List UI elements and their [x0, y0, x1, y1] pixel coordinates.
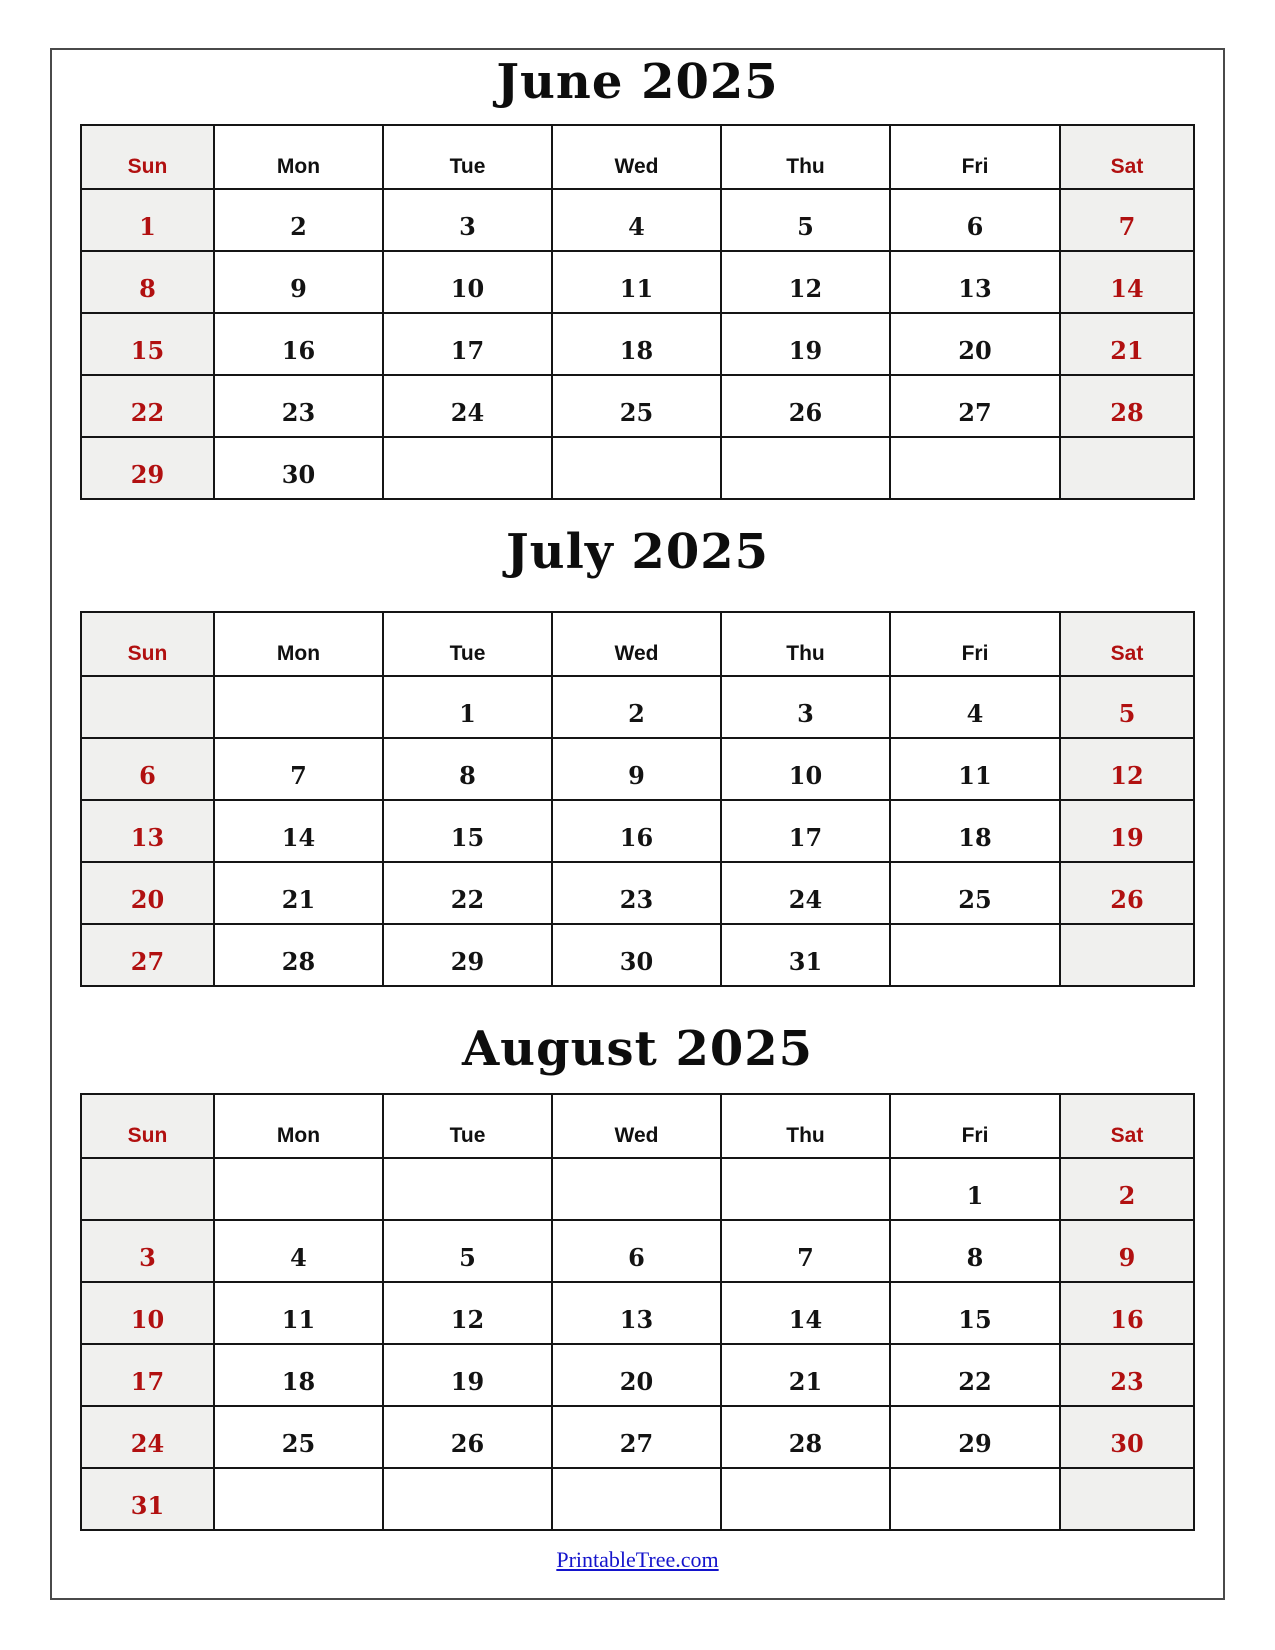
week-row [81, 862, 1194, 924]
day-cell: 31 [721, 924, 890, 986]
day-cell: 29 [890, 1406, 1060, 1468]
weekday-header-tue: Tue [383, 612, 552, 676]
day-cell: 12 [383, 1282, 552, 1344]
weekday-header-row [81, 612, 1194, 676]
day-cell: 3 [721, 676, 890, 738]
day-cell: 21 [721, 1344, 890, 1406]
day-cell: 22 [383, 862, 552, 924]
day-cell: 9 [552, 738, 721, 800]
day-cell [1060, 437, 1194, 499]
day-cell [721, 437, 890, 499]
day-cell: 3 [81, 1220, 214, 1282]
day-cell: 11 [890, 738, 1060, 800]
day-cell: 25 [890, 862, 1060, 924]
weekday-header-row [81, 125, 1194, 189]
day-cell [383, 437, 552, 499]
weekday-header-thu: Thu [721, 612, 890, 676]
day-cell: 11 [214, 1282, 383, 1344]
day-cell: 15 [890, 1282, 1060, 1344]
day-cell: 18 [214, 1344, 383, 1406]
day-cell: 15 [81, 313, 214, 375]
footer [52, 1547, 1223, 1573]
weekday-header-sat: Sat [1060, 125, 1194, 189]
day-cell [721, 1468, 890, 1530]
weekday-header-row [81, 125, 1194, 189]
day-cell: 18 [552, 313, 721, 375]
weekday-header-wed: Wed [552, 125, 721, 189]
day-cell: 22 [890, 1344, 1060, 1406]
day-cell: 24 [383, 375, 552, 437]
day-cell: 12 [1060, 738, 1194, 800]
day-cell: 10 [721, 738, 890, 800]
day-cell: 16 [1060, 1282, 1194, 1344]
week-row [81, 375, 1194, 437]
weekday-header-mon: Mon [214, 612, 383, 676]
month-section-august [52, 1020, 1223, 1532]
day-cell: 26 [721, 375, 890, 437]
day-cell [383, 1468, 552, 1530]
calendar-table-august [80, 1093, 1195, 1531]
day-cell [721, 1158, 890, 1220]
day-cell: 14 [1060, 251, 1194, 313]
day-cell: 29 [383, 924, 552, 986]
weekday-header-tue: Tue [383, 1094, 552, 1158]
weekday-header-row [81, 1094, 1194, 1158]
day-cell [81, 1158, 214, 1220]
day-cell: 23 [1060, 1344, 1194, 1406]
week-row [81, 1220, 1194, 1282]
day-cell [1060, 924, 1194, 986]
day-cell: 10 [383, 251, 552, 313]
day-cell: 27 [81, 924, 214, 986]
day-cell: 28 [721, 1406, 890, 1468]
month-section-july [52, 523, 1223, 987]
day-cell: 26 [1060, 862, 1194, 924]
weekday-header-thu: Thu [721, 1094, 890, 1158]
day-cell: 17 [721, 800, 890, 862]
week-row [81, 437, 1194, 499]
day-cell: 8 [81, 251, 214, 313]
day-cell: 28 [214, 924, 383, 986]
day-cell: 13 [890, 251, 1060, 313]
week-row [81, 1468, 1194, 1530]
calendar-body [81, 1158, 1194, 1530]
day-cell [552, 1468, 721, 1530]
day-cell: 20 [552, 1344, 721, 1406]
day-cell: 2 [552, 676, 721, 738]
day-cell [890, 924, 1060, 986]
day-cell: 29 [81, 437, 214, 499]
weekday-header-sun: Sun [81, 612, 214, 676]
day-cell: 6 [81, 738, 214, 800]
week-row [81, 800, 1194, 862]
day-cell: 13 [552, 1282, 721, 1344]
day-cell [890, 1468, 1060, 1530]
day-cell: 14 [721, 1282, 890, 1344]
day-cell: 28 [1060, 375, 1194, 437]
day-cell: 9 [214, 251, 383, 313]
day-cell: 3 [383, 189, 552, 251]
day-cell: 14 [214, 800, 383, 862]
footer-link[interactable]: PrintableTree.com [556, 1547, 719, 1573]
day-cell [214, 1158, 383, 1220]
week-row [81, 924, 1194, 986]
day-cell [214, 676, 383, 738]
weekday-header-mon: Mon [214, 1094, 383, 1158]
day-cell: 25 [552, 375, 721, 437]
day-cell: 19 [1060, 800, 1194, 862]
day-cell: 19 [721, 313, 890, 375]
day-cell: 2 [1060, 1158, 1194, 1220]
weekday-header-sat: Sat [1060, 612, 1194, 676]
day-cell [1060, 1468, 1194, 1530]
day-cell: 21 [214, 862, 383, 924]
day-cell: 27 [890, 375, 1060, 437]
day-cell: 4 [890, 676, 1060, 738]
day-cell: 26 [383, 1406, 552, 1468]
day-cell: 10 [81, 1282, 214, 1344]
day-cell: 23 [552, 862, 721, 924]
weekday-header-sun: Sun [81, 125, 214, 189]
calendar-table-july [80, 611, 1195, 987]
day-cell: 7 [1060, 189, 1194, 251]
day-cell: 24 [721, 862, 890, 924]
weekday-header-fri: Fri [890, 125, 1060, 189]
day-cell: 21 [1060, 313, 1194, 375]
day-cell: 18 [890, 800, 1060, 862]
day-cell: 13 [81, 800, 214, 862]
day-cell [383, 1158, 552, 1220]
month-section-june [52, 56, 1223, 500]
weekday-header-fri: Fri [890, 1094, 1060, 1158]
month-title-july: July 2025 [505, 523, 770, 580]
day-cell: 8 [383, 738, 552, 800]
day-cell: 30 [1060, 1406, 1194, 1468]
weekday-header-fri: Fri [890, 612, 1060, 676]
day-cell: 7 [214, 738, 383, 800]
day-cell: 11 [552, 251, 721, 313]
day-cell: 9 [1060, 1220, 1194, 1282]
week-row [81, 251, 1194, 313]
day-cell: 17 [81, 1344, 214, 1406]
weekday-header-row [81, 1094, 1194, 1158]
weekday-header-wed: Wed [552, 612, 721, 676]
day-cell: 24 [81, 1406, 214, 1468]
day-cell: 1 [383, 676, 552, 738]
week-row [81, 1344, 1194, 1406]
week-row [81, 676, 1194, 738]
week-row [81, 1406, 1194, 1468]
day-cell: 20 [890, 313, 1060, 375]
weekday-header-row [81, 612, 1194, 676]
day-cell: 2 [214, 189, 383, 251]
day-cell: 8 [890, 1220, 1060, 1282]
day-cell [552, 437, 721, 499]
calendar-body [81, 676, 1194, 986]
weekday-header-tue: Tue [383, 125, 552, 189]
calendar-table-june [80, 124, 1195, 500]
day-cell: 27 [552, 1406, 721, 1468]
day-cell [81, 676, 214, 738]
weekday-header-wed: Wed [552, 1094, 721, 1158]
day-cell [552, 1158, 721, 1220]
day-cell: 16 [214, 313, 383, 375]
weekday-header-sun: Sun [81, 1094, 214, 1158]
day-cell: 30 [552, 924, 721, 986]
day-cell: 7 [721, 1220, 890, 1282]
day-cell [890, 437, 1060, 499]
day-cell: 31 [81, 1468, 214, 1530]
week-row [81, 313, 1194, 375]
day-cell: 1 [890, 1158, 1060, 1220]
day-cell: 19 [383, 1344, 552, 1406]
month-title-june: June 2025 [496, 54, 779, 110]
week-row [81, 1158, 1194, 1220]
day-cell: 5 [721, 189, 890, 251]
day-cell: 4 [214, 1220, 383, 1282]
day-cell: 23 [214, 375, 383, 437]
day-cell: 6 [890, 189, 1060, 251]
day-cell: 4 [552, 189, 721, 251]
weekday-header-thu: Thu [721, 125, 890, 189]
page-border-frame [50, 48, 1225, 1600]
calendar-body [81, 189, 1194, 499]
day-cell [214, 1468, 383, 1530]
day-cell: 12 [721, 251, 890, 313]
day-cell: 15 [383, 800, 552, 862]
day-cell: 20 [81, 862, 214, 924]
month-title-august: August 2025 [461, 1020, 814, 1077]
day-cell: 6 [552, 1220, 721, 1282]
week-row [81, 189, 1194, 251]
day-cell: 1 [81, 189, 214, 251]
day-cell: 25 [214, 1406, 383, 1468]
day-cell: 17 [383, 313, 552, 375]
week-row [81, 1282, 1194, 1344]
day-cell: 30 [214, 437, 383, 499]
day-cell: 5 [1060, 676, 1194, 738]
week-row [81, 738, 1194, 800]
weekday-header-mon: Mon [214, 125, 383, 189]
day-cell: 22 [81, 375, 214, 437]
weekday-header-sat: Sat [1060, 1094, 1194, 1158]
day-cell: 16 [552, 800, 721, 862]
day-cell: 5 [383, 1220, 552, 1282]
